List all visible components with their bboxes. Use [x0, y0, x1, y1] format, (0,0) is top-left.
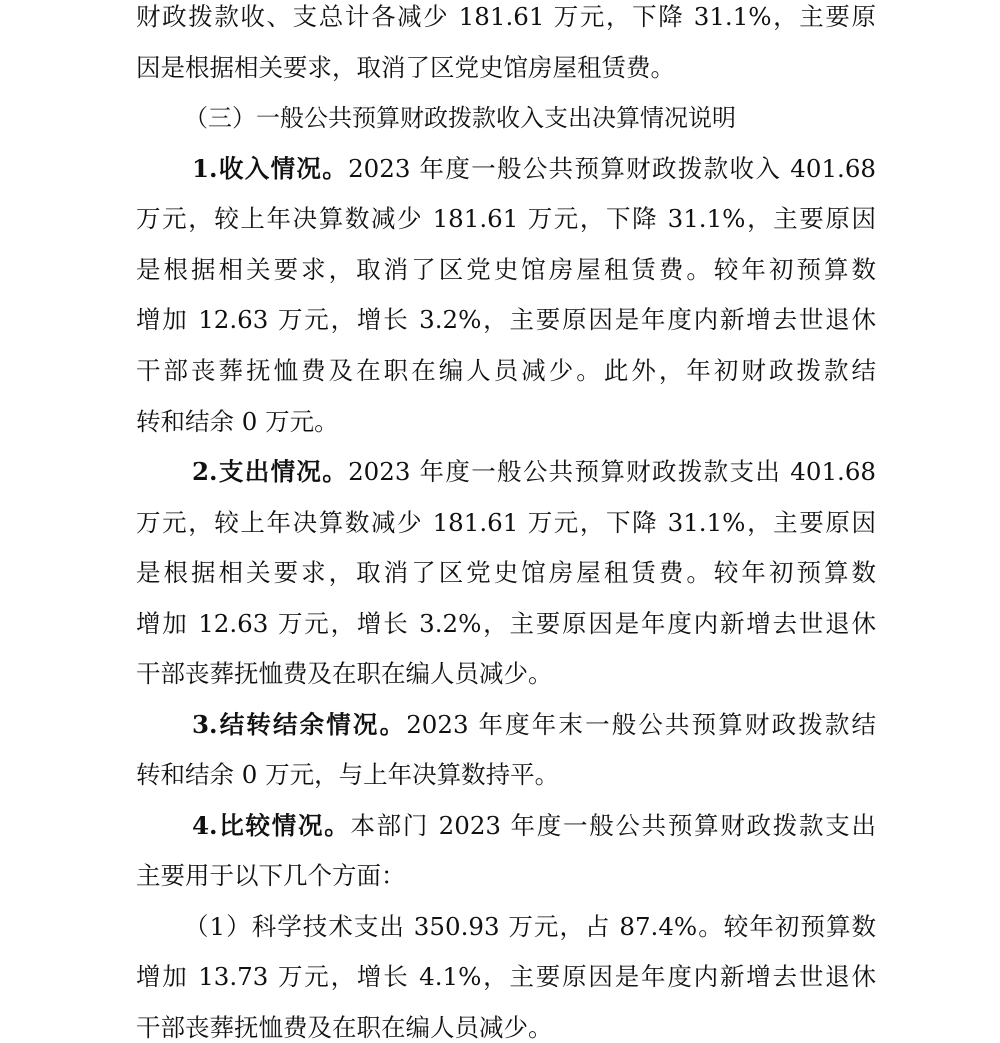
paragraph-line [136, 962, 876, 991]
line-text: 财政拨款收、支总计各减少 181.61 万元，下降 31.1%，主要原 [136, 2, 876, 31]
line-text: 转和结余 0 万元，与上年决算数持平。 [136, 760, 560, 789]
line-text: 因是根据相关要求，取消了区党史馆房屋租赁费。 [136, 53, 675, 82]
line-text: 干部丧葬抚恤费及在职在编人员减少。 [136, 1013, 553, 1042]
paragraph-line [136, 255, 876, 284]
line-text: 本部门 2023 年度一般公共预算财政拨款支出 [350, 811, 876, 840]
paragraph-line [192, 710, 876, 739]
line-text: 主要用于以下几个方面： [136, 861, 406, 890]
line-text: 万元，较上年决算数减少 181.61 万元，下降 31.1%，主要原因 [136, 204, 876, 233]
item-heading: 1.收入情况。 [192, 154, 349, 183]
paragraph-line [136, 508, 876, 537]
paragraph-line [136, 407, 339, 436]
paragraph-line [136, 558, 876, 587]
line-text: （1）科学技术支出 350.93 万元，占 87.4%。较年初预算数 [184, 912, 876, 941]
item-heading: 4.比较情况。 [192, 811, 351, 840]
paragraph-line [136, 659, 553, 688]
line-text: 干部丧葬抚恤费及在职在编人员减少。此外，年初财政拨款结 [136, 356, 876, 385]
line-text: 2023 年度一般公共预算财政拨款支出 401.68 [348, 457, 876, 486]
paragraph-line [192, 457, 876, 486]
paragraph-line [136, 2, 876, 31]
paragraph-line [136, 609, 876, 638]
line-text: 增加 12.63 万元，增长 3.2%，主要原因是年度内新增去世退休 [136, 609, 876, 638]
paragraph-line [136, 760, 560, 789]
paragraph-line [136, 1013, 553, 1042]
line-text: 2023 年度一般公共预算财政拨款收入 401.68 [348, 154, 876, 183]
line-text: 万元，较上年决算数减少 181.61 万元，下降 31.1%，主要原因 [136, 508, 876, 537]
line-text: 2023 年度年末一般公共预算财政拨款结 [406, 710, 876, 739]
paragraph-line [136, 861, 406, 890]
line-text: 增加 13.73 万元，增长 4.1%，主要原因是年度内新增去世退休 [136, 962, 876, 991]
paragraph-line [136, 305, 876, 334]
item-heading: 3.结转结余情况。 [192, 710, 407, 739]
item-heading: 2.支出情况。 [192, 457, 349, 486]
paragraph-line [192, 154, 876, 183]
paragraph-line [136, 356, 876, 385]
line-text: 是根据相关要求，取消了区党史馆房屋租赁费。较年初预算数 [136, 255, 876, 284]
section-heading [184, 106, 876, 130]
line-text: 干部丧葬抚恤费及在职在编人员减少。 [136, 659, 553, 688]
line-text: 转和结余 0 万元。 [136, 407, 339, 436]
paragraph-line [192, 811, 876, 840]
line-text: 增加 12.63 万元，增长 3.2%，主要原因是年度内新增去世退休 [136, 305, 876, 334]
heading-text: （三）一般公共预算财政拨款收入支出决算情况说明 [184, 104, 736, 132]
paragraph-line [136, 204, 876, 233]
paragraph-line [184, 912, 876, 941]
line-text: 是根据相关要求，取消了区党史馆房屋租赁费。较年初预算数 [136, 558, 876, 587]
paragraph-line [136, 53, 675, 82]
